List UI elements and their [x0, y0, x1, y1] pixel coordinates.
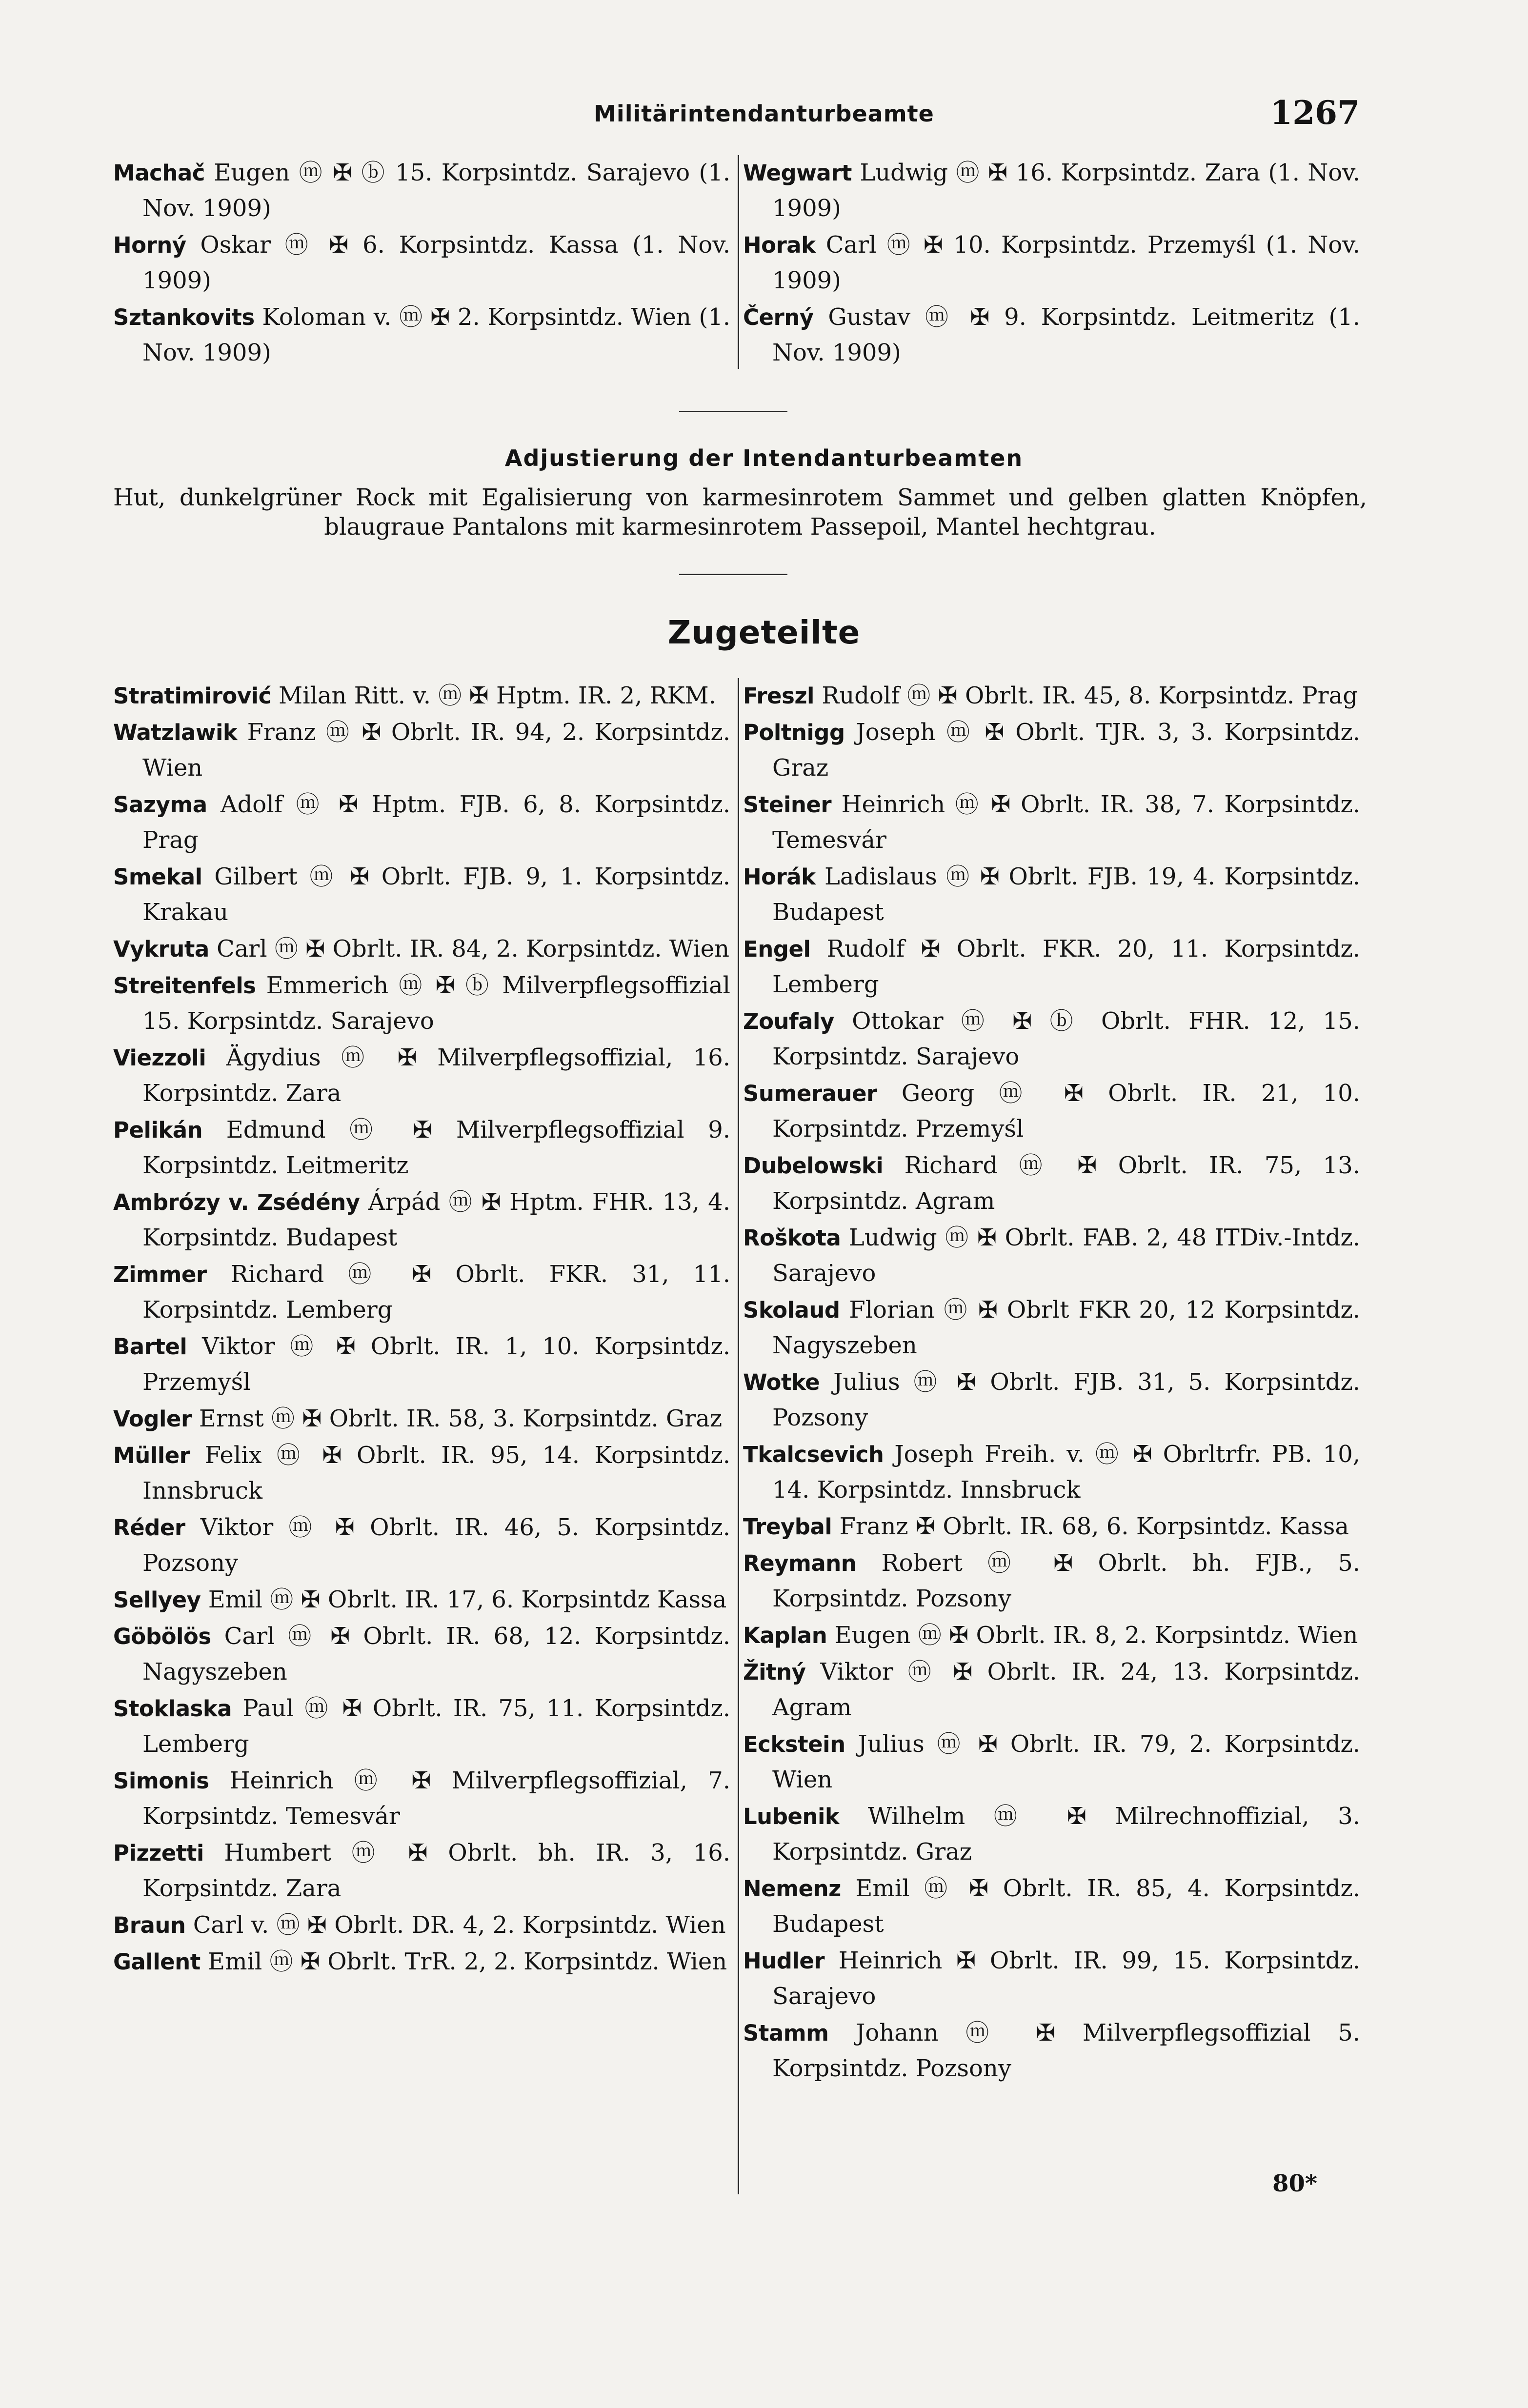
roster-entry: [113, 931, 730, 967]
entry-details: Emil ⓜ ✠ Obrlt. IR. 85, 4. Korpsintdz. Budapest: [772, 1875, 1360, 1938]
roster-entry: [743, 227, 1360, 299]
entry-surname: Freszl: [743, 683, 814, 709]
entry-details: Árpád ⓜ ✠ Hptm. FHR. 13, 4. Korpsintdz. Budapest: [142, 1188, 730, 1251]
entry-details: Paul ⓜ ✠ Obrlt. IR. 75, 11. Korpsintdz. Lemberg: [142, 1695, 730, 1758]
adjustierung-heading: Adjustierung der Intendanturbeamten: [504, 445, 1024, 471]
roster-entry: [113, 227, 730, 299]
roster-entry: [113, 1401, 730, 1437]
entry-surname: Zimmer: [113, 1262, 207, 1287]
entry-details: Joseph Freih. v. ⓜ ✠ Obrltrfr. PB. 10, 14. Korpsintdz. Innsbruck: [772, 1441, 1360, 1504]
entry-surname: Hudler: [743, 1948, 825, 1974]
entry-surname: Žitný: [743, 1659, 806, 1685]
roster-entry: [743, 2015, 1360, 2087]
entry-surname: Braun: [113, 1912, 186, 1938]
roster-entry: [113, 715, 730, 786]
roster-entry: [743, 1509, 1360, 1545]
entry-surname: Reymann: [743, 1550, 857, 1576]
roster-entry: [113, 787, 730, 858]
entry-details: Ludwig ⓜ ✠ Obrlt. FAB. 2, 48 ITDiv.-Intdz. Sarajevo: [772, 1224, 1360, 1287]
page-number: 1267: [1270, 94, 1360, 132]
divider-rule-2: [679, 574, 787, 575]
roster-entry: [743, 859, 1360, 930]
roster-entry: [743, 1220, 1360, 1291]
entry-surname: Sztankovits: [113, 304, 255, 330]
entry-details: Emil ⓜ ✠ Obrlt. TrR. 2, 2. Korpsintdz. Wien: [200, 1948, 727, 1975]
roster-entry: [113, 1582, 730, 1618]
entry-surname: Smekal: [113, 864, 202, 890]
entry-details: Milan Ritt. v. ⓜ ✠ Hptm. IR. 2, RKM.: [271, 682, 716, 709]
entry-surname: Horný: [113, 232, 186, 258]
entry-details: Gilbert ⓜ ✠ Obrlt. FJB. 9, 1. Korpsintdz. Krakau: [142, 863, 730, 926]
entry-details: Ludwig ⓜ ✠ 16. Korpsintdz. Zara (1. Nov. 1909): [772, 159, 1360, 222]
entry-surname: Viezzoli: [113, 1045, 206, 1071]
entry-details: Ägydius ⓜ ✠ Milverpflegsoffizial, 16. Korpsintdz. Zara: [142, 1044, 730, 1107]
entry-details: Georg ⓜ ✠ Obrlt. IR. 21, 10. Korpsintdz. Przemyśl: [772, 1080, 1360, 1143]
entry-details: Robert ⓜ ✠ Obrlt. bh. FJB., 5. Korpsintdz. Pozsony: [772, 1549, 1360, 1612]
entry-details: Ladislaus ⓜ ✠ Obrlt. FJB. 19, 4. Korpsintdz. Budapest: [772, 863, 1360, 926]
roster-entry: [743, 1437, 1360, 1508]
roster-entry: [743, 1076, 1360, 1147]
top-right-column: [743, 155, 1360, 372]
roster-entry: [743, 1365, 1360, 1436]
entry-surname: Streitenfels: [113, 973, 256, 999]
entry-surname: Simonis: [113, 1768, 209, 1794]
roster-entry: [113, 1112, 730, 1184]
roster-entry: [743, 1618, 1360, 1653]
roster-entry: [113, 1835, 730, 1906]
zugeteilte-right-column: [743, 678, 1360, 2087]
entry-details: Gustav ⓜ ✠ 9. Korpsintdz. Leitmeritz (1. Nov. 1909): [772, 303, 1360, 366]
entry-details: Carl ⓜ ✠ Obrlt. IR. 84, 2. Korpsintdz. Wien: [209, 935, 730, 963]
entry-surname: Černý: [743, 304, 814, 330]
entry-details: Johann ⓜ ✠ Milverpflegsoffizial 5. Korpsintdz. Pozsony: [772, 2019, 1360, 2082]
roster-entry: [113, 1040, 730, 1111]
signature-mark: 80*: [1272, 2170, 1317, 2197]
roster-entry: [113, 1438, 730, 1509]
entry-surname: Lubenik: [743, 1804, 840, 1829]
entry-details: Eugen ⓜ ✠ Obrlt. IR. 8, 2. Korpsintdz. Wien: [827, 1622, 1358, 1649]
roster-entry: [743, 715, 1360, 786]
roster-entry: [113, 1763, 730, 1834]
roster-entry: [113, 678, 730, 714]
entry-details: Heinrich ⓜ ✠ Milverpflegsoffizial, 7. Korpsintdz. Temesvár: [142, 1767, 730, 1830]
entry-surname: Vogler: [113, 1406, 192, 1432]
roster-entry: [743, 1799, 1360, 1870]
entry-surname: Sellyey: [113, 1587, 201, 1613]
entry-details: Joseph ⓜ ✠ Obrlt. TJR. 3, 3. Korpsintdz. Graz: [772, 719, 1360, 782]
roster-entry: [743, 1148, 1360, 1219]
entry-surname: Stoklaska: [113, 1696, 232, 1722]
entry-surname: Treybal: [743, 1514, 832, 1540]
entry-surname: Réder: [113, 1515, 185, 1541]
entry-surname: Machač: [113, 160, 205, 186]
entry-details: Heinrich ⓜ ✠ Obrlt. IR. 38, 7. Korpsintdz. Temesvár: [772, 791, 1360, 854]
entry-surname: Wegwart: [743, 160, 852, 186]
entry-surname: Sazyma: [113, 792, 207, 818]
entry-details: Wilhelm ⓜ ✠ Milrechnoffizial, 3. Korpsintdz. Graz: [772, 1803, 1360, 1866]
entry-surname: Engel: [743, 936, 811, 962]
entry-details: Franz ✠ Obrlt. IR. 68, 6. Korpsintdz. Kassa: [832, 1513, 1349, 1540]
zugeteilte-left-column: [113, 678, 730, 1981]
entry-details: Oskar ⓜ ✠ 6. Korpsintdz. Kassa (1. Nov. 1909): [142, 231, 730, 294]
entry-surname: Eckstein: [743, 1731, 845, 1757]
entry-surname: Nemenz: [743, 1876, 841, 1902]
roster-entry: [743, 1003, 1360, 1075]
entry-details: Viktor ⓜ ✠ Obrlt. IR. 46, 5. Korpsintdz. Pozsony: [142, 1514, 730, 1577]
entry-details: Florian ⓜ ✠ Obrlt FKR 20, 12 Korpsintdz. Nagyszeben: [772, 1296, 1360, 1359]
entry-details: Carl ⓜ ✠ 10. Korpsintdz. Przemyśl (1. Nov. 1909): [772, 231, 1360, 294]
column-rule-top: [738, 155, 739, 369]
entry-surname: Steiner: [743, 792, 832, 818]
column-rule-bottom: [738, 678, 739, 2194]
entry-details: Humbert ⓜ ✠ Obrlt. bh. IR. 3, 16. Korpsintdz. Zara: [142, 1839, 730, 1902]
entry-details: Rudolf ⓜ ✠ Obrlt. IR. 45, 8. Korpsintdz. Prag: [814, 682, 1358, 709]
entry-details: Rudolf ✠ Obrlt. FKR. 20, 11. Korpsintdz. Lemberg: [772, 935, 1360, 998]
roster-entry: [113, 968, 730, 1039]
roster-entry: [113, 155, 730, 226]
entry-details: Carl v. ⓜ ✠ Obrlt. DR. 4, 2. Korpsintdz. Wien: [185, 1911, 726, 1939]
adjustierung-text: Hut, dunkelgrüner Rock mit Egalisierung von karmesinrotem Sammet und gelben glatten Knöpfen, blaugraue Pantalons mit karmesinrotem Passepoil, Mantel hechtgrau.: [113, 484, 1367, 541]
entry-surname: Tkalcsevich: [743, 1442, 884, 1467]
entry-surname: Dubelowski: [743, 1153, 884, 1179]
roster-entry: [113, 1944, 730, 1980]
entry-surname: Ambrózy v. Zsédény: [113, 1189, 360, 1215]
roster-entry: [743, 931, 1360, 1003]
entry-surname: Pelikán: [113, 1117, 203, 1143]
running-head: [0, 94, 1528, 133]
entry-details: Carl ⓜ ✠ Obrlt. IR. 68, 12. Korpsintdz. Nagyszeben: [142, 1623, 730, 1686]
roster-entry: [113, 1184, 730, 1256]
entry-surname: Wotke: [743, 1369, 820, 1395]
entry-details: Emil ⓜ ✠ Obrlt. IR. 17, 6. Korpsintdz Kassa: [201, 1586, 727, 1613]
roster-entry: [743, 300, 1360, 371]
roster-entry: [743, 1545, 1360, 1617]
entry-surname: Watzlawik: [113, 720, 238, 745]
roster-entry: [113, 1907, 730, 1943]
roster-entry: [743, 1943, 1360, 2014]
entry-details: Richard ⓜ ✠ Obrlt. IR. 75, 13. Korpsintdz. Agram: [772, 1152, 1360, 1215]
roster-entry: [743, 1871, 1360, 1942]
entry-surname: Skolaud: [743, 1297, 840, 1323]
entry-details: Eugen ⓜ ✠ ⓑ 15. Korpsintdz. Sarajevo (1. Nov. 1909): [142, 159, 730, 222]
top-left-column: [113, 155, 730, 372]
roster-entry: [743, 678, 1360, 714]
entry-details: Koloman v. ⓜ ✠ 2. Korpsintdz. Wien (1. Nov. 1909): [142, 303, 730, 366]
divider-rule-1: [679, 411, 787, 412]
section-title-zugeteilte: Zugeteilte: [667, 614, 861, 651]
roster-entry: [743, 1726, 1360, 1798]
entry-surname: Zoufaly: [743, 1008, 834, 1034]
entry-surname: Roškota: [743, 1225, 841, 1251]
entry-details: Julius ⓜ ✠ Obrlt. IR. 79, 2. Korpsintdz. Wien: [772, 1730, 1360, 1793]
entry-details: Julius ⓜ ✠ Obrlt. FJB. 31, 5. Korpsintdz. Pozsony: [772, 1368, 1360, 1431]
roster-entry: [113, 859, 730, 930]
roster-entry: [113, 1329, 730, 1400]
entry-surname: Stamm: [743, 2020, 829, 2046]
roster-entry: [743, 787, 1360, 858]
roster-entry: [113, 1691, 730, 1762]
entry-surname: Bartel: [113, 1334, 187, 1360]
entry-details: Felix ⓜ ✠ Obrlt. IR. 95, 14. Korpsintdz. Innsbruck: [142, 1442, 730, 1505]
roster-entry: [743, 1292, 1360, 1364]
entry-details: Ottokar ⓜ ✠ ⓑ Obrlt. FHR. 12, 15. Korpsintdz. Sarajevo: [772, 1007, 1360, 1070]
entry-surname: Pizzetti: [113, 1840, 204, 1866]
entry-details: Adolf ⓜ ✠ Hptm. FJB. 6, 8. Korpsintdz. Prag: [142, 791, 730, 854]
entry-details: Heinrich ✠ Obrlt. IR. 99, 15. Korpsintdz. Sarajevo: [772, 1947, 1360, 2010]
entry-details: Viktor ⓜ ✠ Obrlt. IR. 1, 10. Korpsintdz. Przemyśl: [142, 1333, 730, 1396]
roster-entry: [113, 1619, 730, 1690]
entry-details: Franz ⓜ ✠ Obrlt. IR. 94, 2. Korpsintdz. Wien: [142, 719, 730, 782]
roster-entry: [743, 155, 1360, 226]
entry-surname: Horak: [743, 232, 816, 258]
entry-surname: Stratimirović: [113, 683, 271, 709]
entry-surname: Gallent: [113, 1949, 201, 1975]
entry-surname: Sumerauer: [743, 1081, 877, 1106]
entry-details: Emmerich ⓜ ✠ ⓑ Milverpflegsoffizial 15. Korpsintdz. Sarajevo: [142, 972, 730, 1035]
entry-details: Viktor ⓜ ✠ Obrlt. IR. 24, 13. Korpsintdz. Agram: [772, 1658, 1360, 1721]
running-title: Militärintendanturbeamte: [594, 100, 934, 127]
roster-entry: [113, 1510, 730, 1581]
roster-entry: [113, 300, 730, 371]
roster-entry: [113, 1257, 730, 1328]
roster-entry: [743, 1654, 1360, 1726]
entry-surname: Horák: [743, 864, 816, 890]
entry-surname: Müller: [113, 1443, 190, 1468]
entry-details: Edmund ⓜ ✠ Milverpflegsoffizial 9. Korpsintdz. Leitmeritz: [142, 1116, 730, 1179]
entry-surname: Göbölös: [113, 1624, 211, 1649]
entry-details: Ernst ⓜ ✠ Obrlt. IR. 58, 3. Korpsintdz. Graz: [191, 1405, 723, 1432]
entry-surname: Poltnigg: [743, 720, 845, 745]
entry-surname: Vykruta: [113, 936, 209, 962]
entry-surname: Kaplan: [743, 1623, 827, 1648]
entry-details: Richard ⓜ ✠ Obrlt. FKR. 31, 11. Korpsintdz. Lemberg: [142, 1261, 730, 1324]
